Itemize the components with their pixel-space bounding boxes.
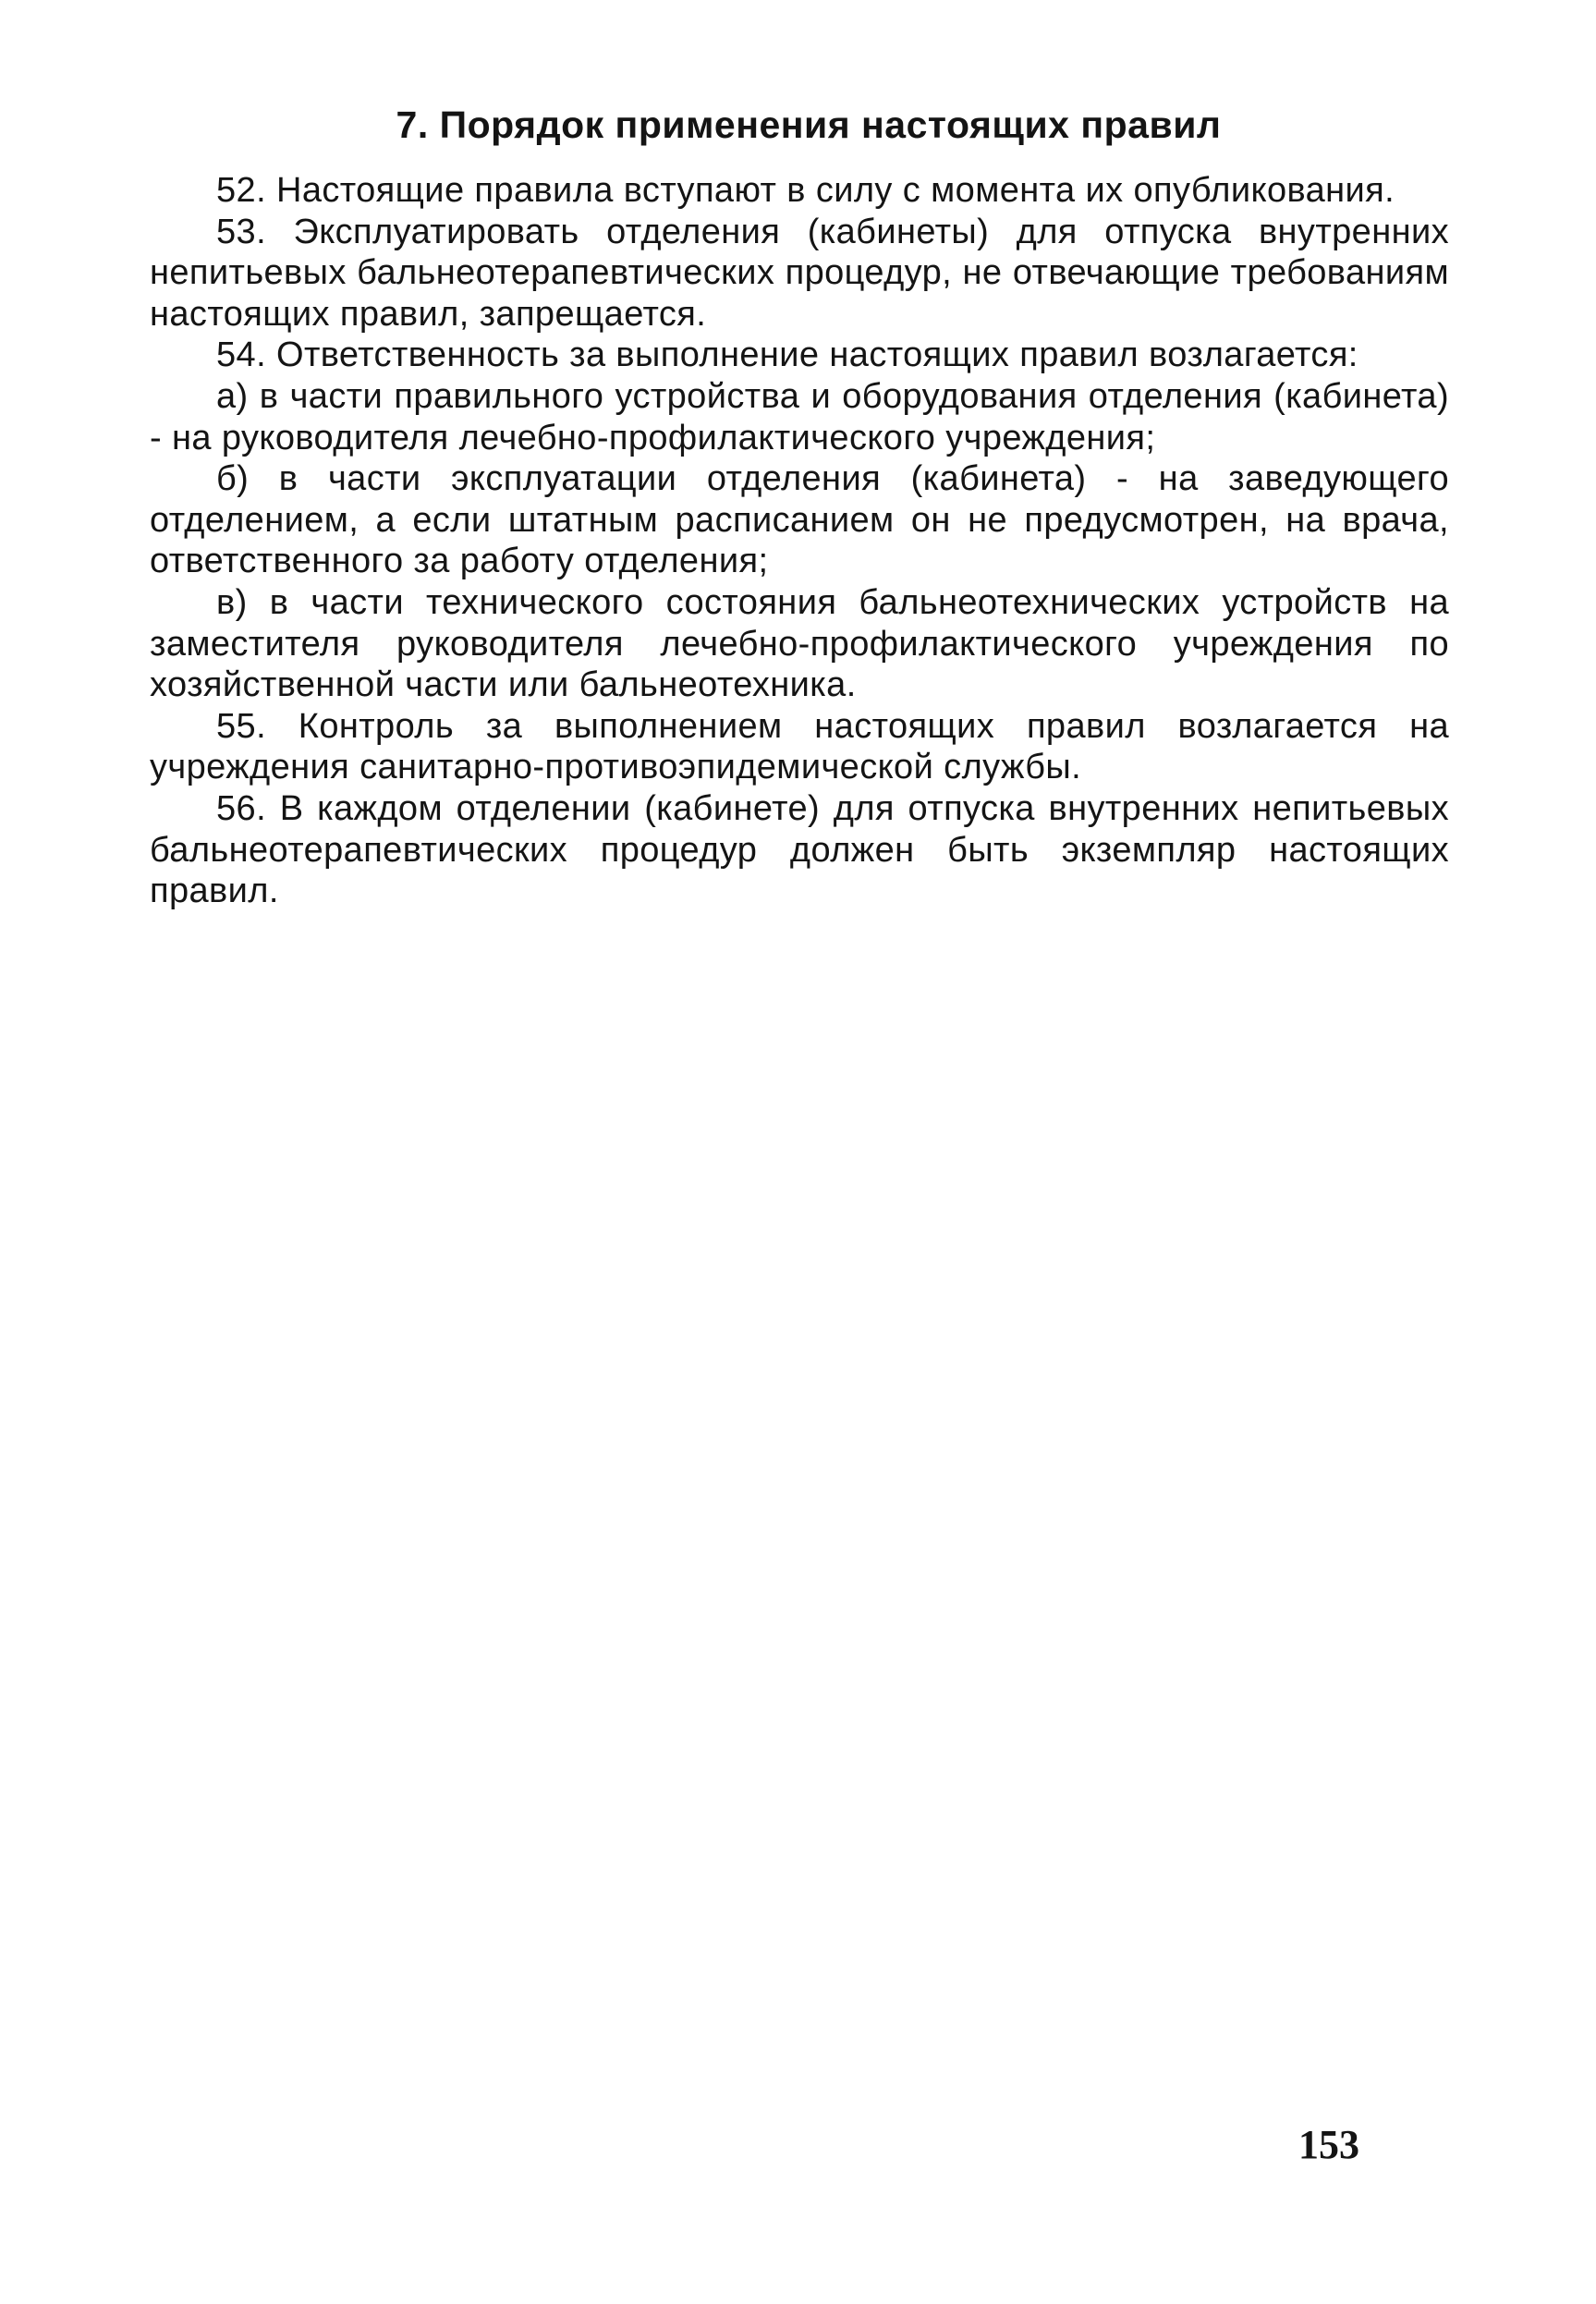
paragraph-52: 52. Настоящие правила вступают в силу с момента их опубликования. [216,171,1395,210]
paragraph-53: 53. Эксплуатировать отделения (кабинеты) для отпуска внутренних непитьевых бальнеотерапевтических процедур, не отвечающие требованиям настоящих правил, запрещается. [150,212,1449,334]
paragraph-54-b: б) в части эксплуатации отделения (кабинета) - на заведующего отделением, а если штатным расписанием он не предусмотрен, на врача, ответственного за работу отделения; [150,459,1449,581]
paragraph-55: 55. Контроль за выполнением настоящих правил возлагается на учреждения санитарно-противоэпидемической службы. [150,706,1449,787]
paragraph-54-a: а) в части правильного устройства и оборудования отделения (кабинета) - на руководителя лечебно-профилактического учреждения; [150,376,1449,457]
paragraph-54: 54. Ответственность за выполнение настоящих правил возлагается: [216,335,1358,375]
paragraph-56: 56. В каждом отделении (кабинете) для отпуска внутренних непитьевых бальнеотерапевтических процедур должен быть экземпляр настоящих правил. [150,788,1449,911]
page-number: 153 [1298,2122,1359,2167]
paragraph-54-v: в) в части технического состояния бальнеотехнических устройств на заместителя руководителя лечебно-профилактического учреждения по хозяйственной части или бальнеотехника. [150,582,1449,705]
section-body [150,170,1449,912]
section-title: 7. Порядок применения настоящих правил [396,104,1222,146]
